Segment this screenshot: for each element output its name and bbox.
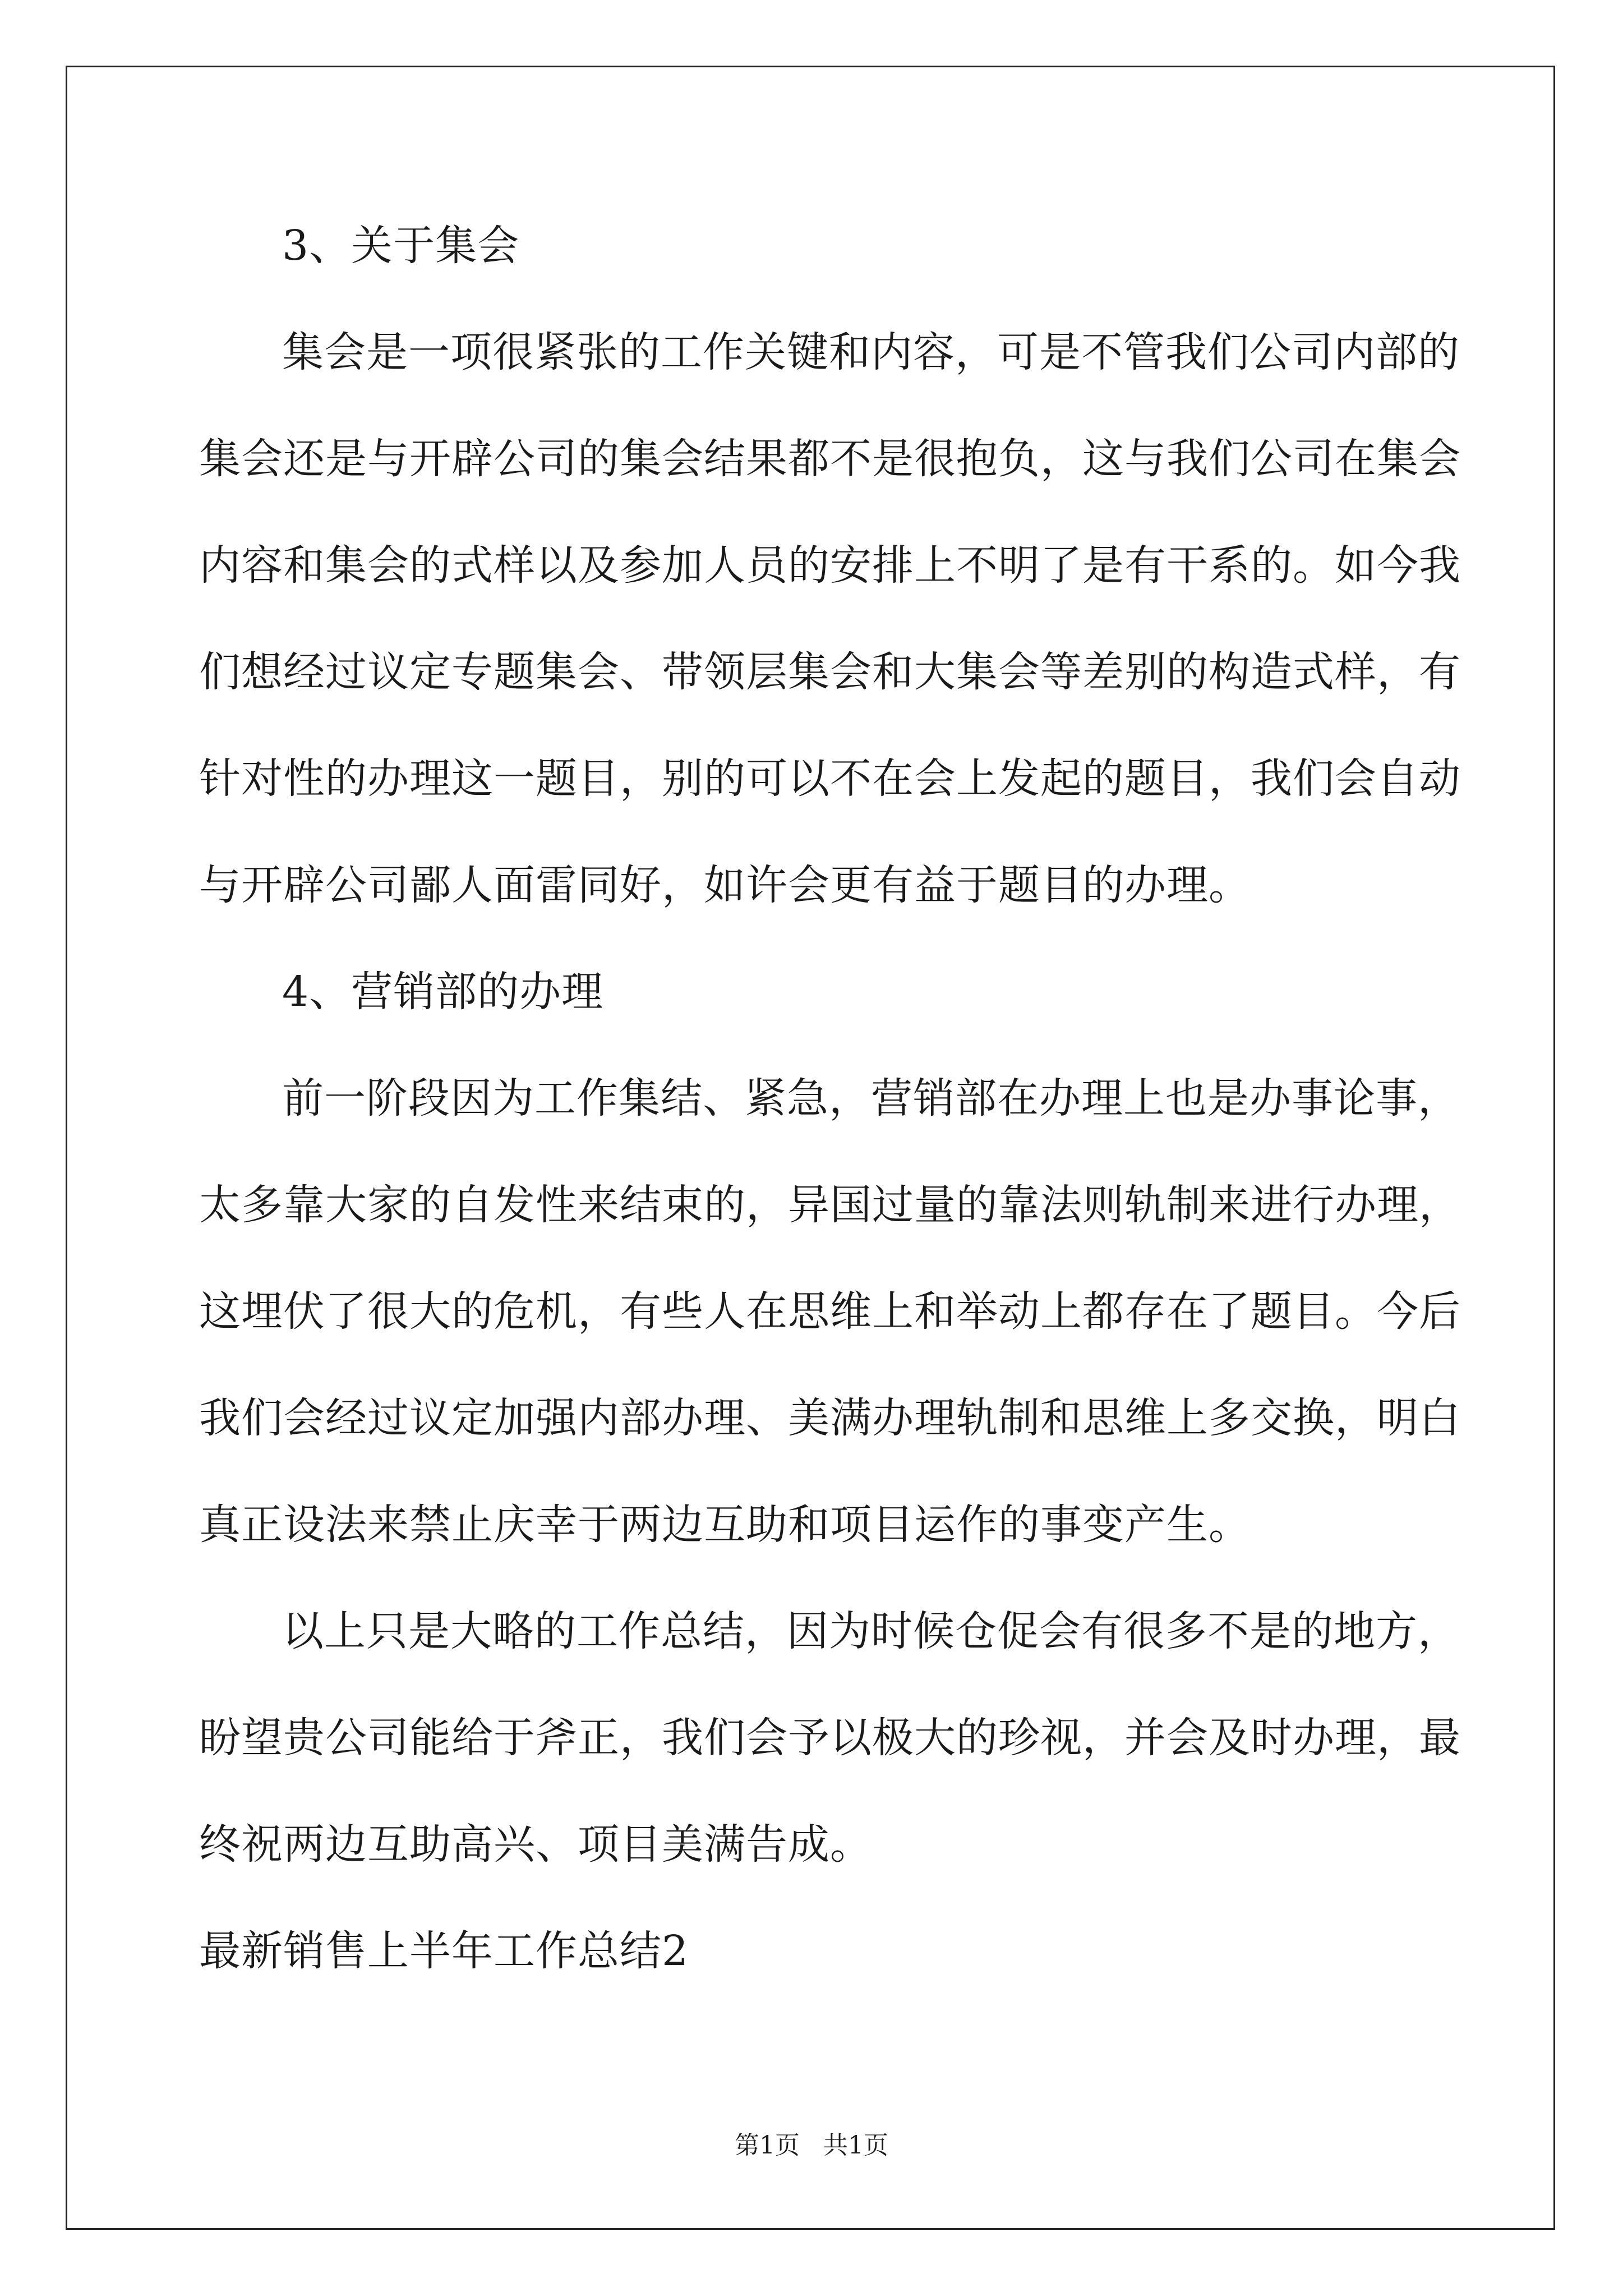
paragraph-line: 集会还是与开辟公司的集会结果都不是很抱负，这与我们公司在集会 [199,435,1461,483]
paragraph-line: 太多靠大家的自发性来结束的，异国过量的靠法则轨制来进行办理， [199,1181,1461,1229]
section-heading: 4、营销部的办理 [282,968,604,1016]
paragraph-line: 终祝两边互助高兴、项目美满告成。 [199,1820,872,1869]
paragraph-line: 前一阶段因为工作集结、紧急，营销部在办理上也是办事论事， [282,1074,1460,1122]
paragraph-line: 与开辟公司鄙人面雷同好，如许会更有益于题目的办理。 [199,861,1251,909]
paragraph-line: 我们会经过议定加强内部办理、美满办理轨制和思维上多交换，明白 [199,1394,1461,1442]
paragraph-line: 们想经过议定专题集会、带领层集会和大集会等差别的构造式样，有 [199,648,1461,696]
page-number: 第1页 [735,2131,800,2160]
paragraph-line: 这埋伏了很大的危机，有些人在思维上和举动上都存在了题目。今后 [199,1287,1461,1336]
document-title: 最新销售上半年工作总结2 [199,1927,689,1975]
paragraph-line: 针对性的办理这一题目，别的可以不在会上发起的题目，我们会自动 [199,754,1461,803]
paragraph-line: 盼望贵公司能给于斧正，我们会予以极大的珍视，并会及时办理，最 [199,1714,1461,1762]
paragraph-line: 以上只是大略的工作总结，因为时候仓促会有很多不是的地方， [282,1607,1460,1655]
page-total: 共1页 [823,2131,888,2160]
paragraph-line: 真正设法来禁止庆幸于两边互助和项目运作的事变产生。 [199,1501,1251,1549]
page-footer [0,2125,1623,2161]
section-heading: 3、关于集会 [282,222,520,270]
document-body [199,218,1461,2030]
paragraph-line: 内容和集会的式样以及参加人员的安排上不明了是有干系的。如今我 [199,541,1461,590]
paragraph-line: 集会是一项很紧张的工作关键和内容，可是不管我们公司内部的 [282,328,1460,376]
